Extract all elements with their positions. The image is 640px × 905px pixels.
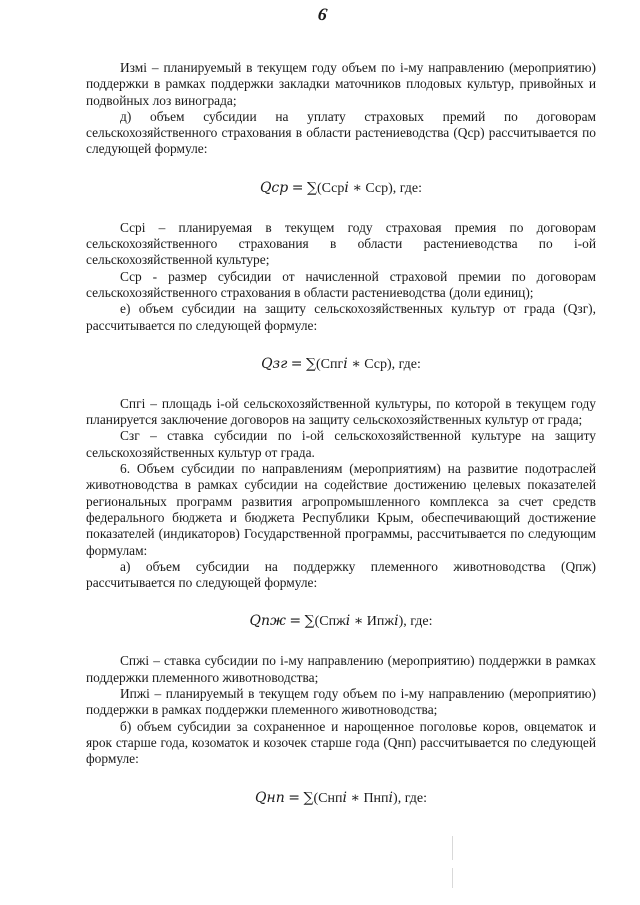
document-body [86, 60, 596, 830]
formula-lhs: Qнп [255, 789, 285, 806]
scan-mark [452, 868, 453, 888]
formula-term: Пнп [363, 790, 389, 806]
formula-index: i [342, 789, 347, 806]
formula-term: Сср), [365, 180, 397, 196]
paragraph: Спгi – площадь i-ой сельскохозяйственной культуры, по которой в текущем году планируется заключение договоров на защиту сельскохозяйственных культур от града; [86, 395, 596, 428]
formula-index: i [343, 355, 348, 372]
formula-tail: где: [404, 790, 427, 806]
formula-term: (Спг [316, 356, 344, 372]
formula-tail: где: [399, 180, 423, 196]
paragraph: 6. Объем субсидии по направлениям (мероприятиям) на развитие подотраслей животноводства в рамках субсидии на содействие достижению целевых показателей региональных программ развития агропромышленного комплекса за счет средств федерального бюджета и бюджета Республики Крым, обеспечивающий достижение показателей (индикаторов) Государственной программы, рассчитывается по следующим формулам: [86, 461, 596, 558]
formula [86, 180, 596, 197]
paragraph: Спжi – ставка субсидии по i-му направлению (мероприятию) поддержки в рамках поддержки племенного животноводства; [86, 653, 596, 685]
paragraph: д) объем субсидии на уплату страховых премий по договорам сельскохозяйственного страхования в области растениеводства (Qср) рассчитывается по следующей формуле: [86, 108, 596, 157]
page-number: 6 [316, 3, 329, 25]
formula-multiply: ∗ [353, 613, 364, 630]
formula-index: i [345, 613, 351, 630]
formula [86, 356, 596, 373]
formula-term: (Спж [314, 614, 346, 630]
formula-multiply: ∗ [351, 355, 361, 372]
formula-sum-sign: ∑ [306, 179, 317, 196]
formula-lhs: Qср [259, 179, 289, 196]
formula-index: i [394, 613, 399, 630]
formula-lhs: Qпж [249, 613, 286, 630]
formula-equals: = [291, 179, 304, 196]
paragraph: б) объем субсидии за сохраненное и нарощенное поголовье коров, овцематок и ярок старше года, козоматок и козочек старше года (Qнп) рассчитывается по следующей формуле: [86, 718, 596, 767]
formula-sum-sign: ∑ [304, 613, 315, 630]
formula [86, 613, 596, 630]
paragraph: Ипжi – планируемый в текущем году объем по i-му направлению (мероприятию) поддержки в рамках поддержки племенного животноводства; [86, 686, 596, 718]
formula-equals: = [289, 613, 302, 630]
formula-term: Ипж [366, 614, 395, 630]
formula-term: ), [398, 614, 407, 630]
scan-mark [452, 836, 453, 860]
formula [86, 790, 596, 807]
paragraph: Сср - размер субсидии от начисленной страховой премии по договорам сельскохозяйственного страхования в области растениеводства (доли единиц); [86, 268, 596, 300]
formula-sum-sign: ∑ [306, 355, 317, 372]
paragraph: Измi – планируемый в текущем году объем по i-му направлению (мероприятию) поддержки в рамках поддержки закладки маточников плодовых культур, привойных и подвойных лоз винограда; [86, 60, 596, 108]
formula-equals: = [290, 355, 303, 372]
formula-lhs: Qзг [261, 355, 288, 372]
formula-term: Сср), [364, 356, 396, 372]
paragraph: Сзг – ставка субсидии по i-ой сельскохозяйственной культуре на защиту сельскохозяйственных культур от града. [86, 428, 596, 460]
formula-sum-sign: ∑ [303, 789, 314, 806]
formula-tail: где: [410, 614, 433, 630]
formula-term: (Снп [313, 790, 343, 806]
formula-term: ), [393, 790, 402, 806]
formula-index: i [388, 789, 394, 806]
formula-equals: = [288, 789, 300, 806]
formula-multiply: ∗ [350, 789, 360, 806]
formula-term: (Сср [316, 180, 345, 196]
formula-index: i [344, 179, 349, 196]
paragraph: а) объем субсидии на поддержку племенного животноводства (Qпж) рассчитывается по следующей формуле: [86, 558, 596, 591]
formula-tail: где: [398, 356, 421, 372]
formula-multiply: ∗ [352, 179, 362, 196]
paragraph: е) объем субсидии на защиту сельскохозяйственных культур от града (Qзг), рассчитывается по следующей формуле: [86, 301, 596, 333]
paragraph: Ссрi – планируемая в текущем году страховая премия по договорам сельскохозяйственного страхования в области растениеводства по i-ой сельскохозяйственной культуре; [86, 219, 596, 268]
